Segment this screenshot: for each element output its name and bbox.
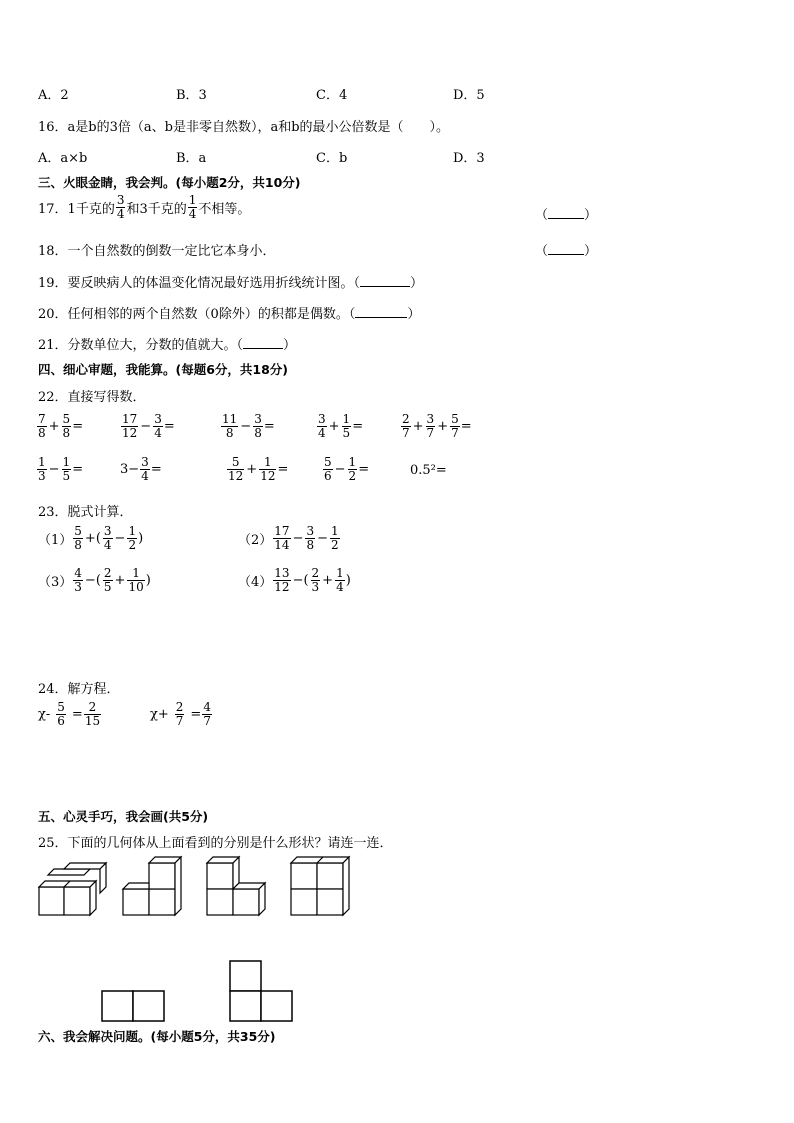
- top-view-2: [230, 961, 292, 1021]
- question-21: 21．分数单位大，分数的值就大。（ ）: [38, 338, 297, 353]
- question-24: 24．解方程．: [38, 682, 120, 697]
- calc-item: $\frac{1}{3}$ − $\frac{1}{5}$ =: [38, 455, 84, 483]
- option-c: C．4: [316, 88, 348, 103]
- calc-item: 3− $\frac{3}{4}$ =: [120, 455, 162, 483]
- calc-item: $\frac{3}{4}$ + $\frac{1}{5}$ =: [318, 412, 364, 440]
- question-23: 23．脱式计算．: [38, 505, 133, 520]
- calc-item: $\frac{17}{12}$ − $\frac{3}{4}$ =: [122, 412, 175, 440]
- equation: χ+ $\frac{2}{7}$ = $\frac{4}{7}$: [150, 700, 211, 728]
- section-3-title: 三、火眼金睛，我会判。(每小题2分，共10分): [38, 175, 301, 190]
- q17-post: 不相等。: [198, 201, 251, 217]
- option-d: D．5: [453, 88, 485, 103]
- calc-item: （1） $\frac{5}{8}$ +( $\frac{3}{4}$ − $\frac{1}{2}$ ): [38, 524, 144, 552]
- calc-item: $\frac{5}{12}$ + $\frac{1}{12}$ =: [228, 455, 289, 483]
- question-22: 22．直接写得数．: [38, 390, 146, 405]
- calc-item: （4） $\frac{13}{12}$ −( $\frac{2}{3}$ + $\frac{1}{4}$ ): [238, 566, 351, 594]
- question-25: 25．下面的几何体从上面看到的分别是什么形状？请连一连．: [38, 836, 393, 851]
- fraction: $\frac{3}{4}$: [116, 193, 125, 221]
- solid-figure-4: [291, 857, 349, 915]
- question-18: 18．一个自然数的倒数一定比它本身小．: [38, 244, 276, 259]
- section-4-title: 四、细心审题，我能算。(每题6分，共18分): [38, 362, 289, 377]
- calc-item: $\frac{11}{8}$ − $\frac{3}{8}$ =: [222, 412, 275, 440]
- q17-mid: 和3千克的: [126, 201, 187, 217]
- question-19: 19．要反映病人的体温变化情况最好选用折线统计图。（ ）: [38, 276, 424, 291]
- top-view-1: [102, 991, 164, 1021]
- option-a: A．a×b: [38, 151, 88, 166]
- option-c: C．b: [316, 151, 348, 166]
- option-b: B．3: [176, 88, 207, 103]
- calc-item: （3） $\frac{4}{3}$ −( $\frac{2}{5}$ + $\frac{1}{10}$ ): [38, 566, 151, 594]
- cube-figures: [30, 855, 360, 920]
- option-d: D．3: [453, 151, 485, 166]
- solid-figure-2: [123, 857, 181, 915]
- option-a: A．2: [38, 88, 69, 103]
- answer-paren: （ ）: [535, 244, 598, 259]
- question-16: 16．a是b的3倍（a、b是非零自然数），a和b的最小公倍数是（ ）。: [38, 120, 450, 135]
- calc-item: $\frac{2}{7}$ + $\frac{3}{7}$ + $\frac{5}{7}$ =: [402, 412, 472, 440]
- question-20: 20．任何相邻的两个自然数（0除外）的积都是偶数。（ ）: [38, 307, 421, 322]
- section-5-title: 五、心灵手巧，我会画(共5分): [38, 809, 209, 824]
- question-17: [38, 194, 250, 220]
- top-view-shapes: [100, 958, 300, 1024]
- q17-pre: 17．1千克的: [38, 201, 115, 217]
- equation: χ- $\frac{5}{6}$ = $\frac{2}{15}$: [38, 700, 101, 728]
- calc-item: $\frac{7}{8}$ + $\frac{5}{8}$ =: [38, 412, 84, 440]
- answer-paren: （ ）: [535, 208, 598, 223]
- fraction: $\frac{1}{4}$: [188, 193, 197, 221]
- solid-figure-3: [207, 857, 265, 915]
- calc-item: （2） $\frac{17}{14}$ − $\frac{3}{8}$ − $\frac{1}{2}$: [238, 524, 339, 552]
- calc-item: 0.5²=: [410, 463, 447, 478]
- option-b: B．a: [176, 151, 207, 166]
- calc-item: $\frac{5}{6}$ − $\frac{1}{2}$ =: [324, 455, 370, 483]
- solid-figure-1: [39, 863, 106, 915]
- section-6-title: 六、我会解决问题。(每小题5分，共35分): [38, 1029, 276, 1044]
